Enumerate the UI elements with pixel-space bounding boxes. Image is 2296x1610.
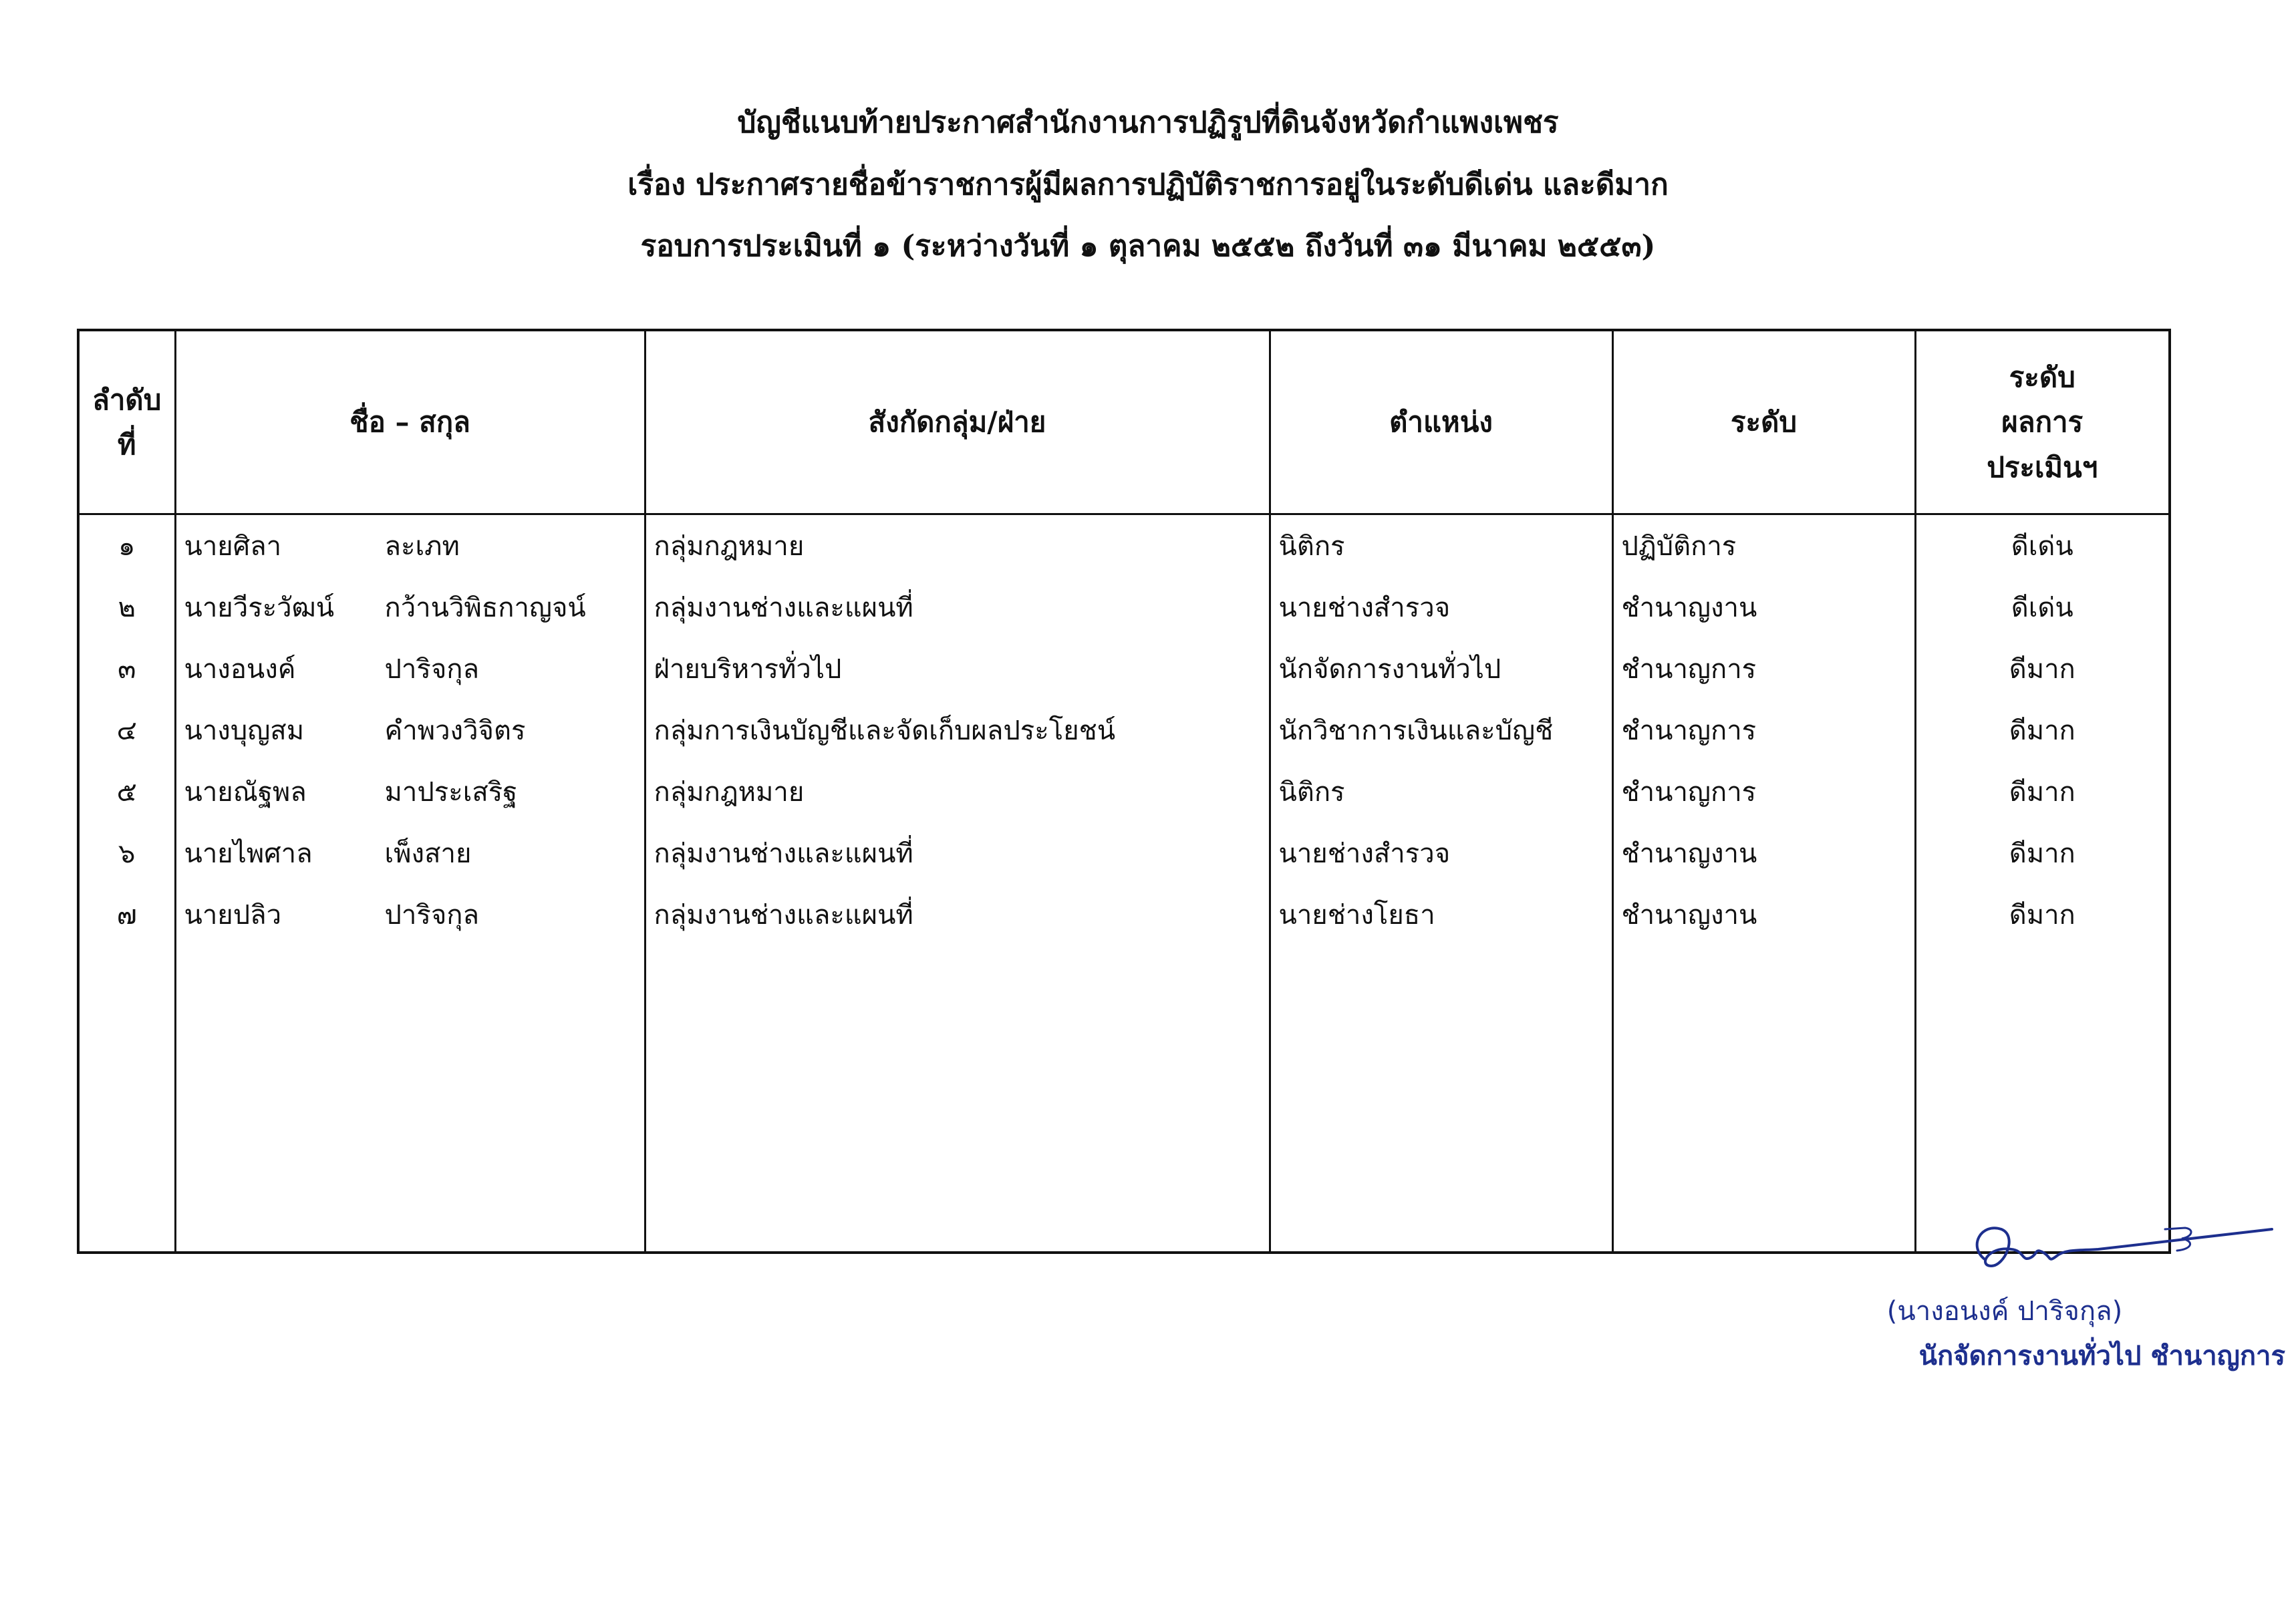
level: ชำนาญงาน [1612, 822, 1915, 884]
unit: กลุ่มงานช่างและแผนที่ [645, 884, 1270, 945]
level: ชำนาญการ [1612, 699, 1915, 761]
unit: กลุ่มกฎหมาย [645, 761, 1270, 822]
first-name: นายณัฐพล [184, 777, 307, 808]
result: ดีเด่น [1915, 577, 2170, 638]
row-number: ๖ [78, 822, 175, 884]
column-header-position: ตำแหน่ง [1270, 330, 1612, 514]
first-name: นายไพศาล [184, 838, 313, 869]
result: ดีมาก [1915, 638, 2170, 699]
full-name [175, 822, 645, 884]
table-row [78, 577, 2170, 638]
document-subject: เรื่อง ประกาศรายชื่อข้าราชการผู้มีผลการปฏิบัติราชการอยู่ในระดับดีเด่น และดีมาก [627, 168, 1669, 202]
full-name [175, 638, 645, 699]
unit: กลุ่มงานช่างและแผนที่ [645, 822, 1270, 884]
level: ชำนาญงาน [1612, 577, 1915, 638]
document-title: บัญชีแนบท้ายประกาศสำนักงานการปฏิรูปที่ดินจังหวัดกำแพงเพชร [737, 106, 1559, 140]
position: นิติกร [1270, 514, 1612, 577]
result: ดีมาก [1915, 699, 2170, 761]
column-header-result [1915, 330, 2170, 514]
row-number: ๔ [78, 699, 175, 761]
table-row [78, 884, 2170, 945]
row-number: ๕ [78, 761, 175, 822]
table-header-row [78, 330, 2170, 514]
column-header-no [78, 330, 175, 514]
last-name: เพ็งสาย [384, 838, 472, 869]
row-number: ๓ [78, 638, 175, 699]
row-number: ๑ [78, 514, 175, 577]
unit: ฝ่ายบริหารทั่วไป [645, 638, 1270, 699]
position: นายช่างสำรวจ [1270, 822, 1612, 884]
unit: กลุ่มการเงินบัญชีและจัดเก็บผลประโยชน์ [645, 699, 1270, 761]
first-name: นายศิลา [184, 531, 282, 562]
signature-stroke [1977, 1228, 2272, 1266]
unit: กลุ่มกฎหมาย [645, 514, 1270, 577]
empty-cell [1270, 945, 1612, 1253]
signatory-name: (นางอนงค์ ปาริจกุล) [1886, 1296, 2123, 1327]
full-name [175, 761, 645, 822]
column-header-level: ระดับ [1612, 330, 1915, 514]
position: นายช่างสำรวจ [1270, 577, 1612, 638]
table-row [78, 822, 2170, 884]
position: นิติกร [1270, 761, 1612, 822]
column-header-result-line2: ผลการ [2001, 406, 2084, 439]
result: ดีเด่น [1915, 514, 2170, 577]
position: นายช่างโยธา [1270, 884, 1612, 945]
last-name: ละเภท [384, 531, 460, 562]
full-name [175, 577, 645, 638]
column-header-result-line3: ประเมินฯ [1987, 450, 2098, 484]
position: นักวิชาการเงินและบัญชี [1270, 699, 1612, 761]
last-name: มาประเสริฐ [384, 777, 518, 808]
full-name [175, 514, 645, 577]
level: ชำนาญการ [1612, 638, 1915, 699]
column-header-result-line1: ระดับ [2009, 361, 2075, 394]
level: ปฏิบัติการ [1612, 514, 1915, 577]
column-header-name: ชื่อ – สกุล [175, 330, 645, 514]
handwritten-signature [1965, 1209, 2285, 1283]
first-name: นางบุญสม [184, 715, 305, 746]
column-header-no-line1: ลำดับ [92, 383, 162, 416]
last-name: ปาริจกุล [384, 654, 480, 685]
staff-table [77, 329, 2171, 1254]
column-header-no-line2: ที่ [117, 428, 136, 461]
result: ดีมาก [1915, 884, 2170, 945]
evaluation-period: รอบการประเมินที่ ๑ (ระหว่างวันที่ ๑ ตุลาคม ๒๕๕๒ ถึงวันที่ ๓๑ มีนาคม ๒๕๕๓) [640, 229, 1656, 263]
table-row [78, 699, 2170, 761]
result: ดีมาก [1915, 761, 2170, 822]
empty-cell [1915, 945, 2170, 1253]
last-name: ปาริจกุล [384, 900, 480, 931]
empty-cell [78, 945, 175, 1253]
table-row [78, 514, 2170, 577]
empty-cell [175, 945, 645, 1253]
last-name: กว้านวิพิธกาญจน์ [384, 593, 586, 623]
first-name: นายวีระวัฒน์ [184, 593, 335, 623]
full-name [175, 884, 645, 945]
result: ดีมาก [1915, 822, 2170, 884]
full-name [175, 699, 645, 761]
position: นักจัดการงานทั่วไป [1270, 638, 1612, 699]
table-row [78, 761, 2170, 822]
empty-cell [645, 945, 1270, 1253]
row-number: ๒ [78, 577, 175, 638]
unit: กลุ่มงานช่างและแผนที่ [645, 577, 1270, 638]
signatory-position: นักจัดการงานทั่วไป ชำนาญการ [1918, 1341, 2285, 1372]
table-empty-space [78, 945, 2170, 1253]
table-row [78, 638, 2170, 699]
level: ชำนาญงาน [1612, 884, 1915, 945]
empty-cell [1612, 945, 1915, 1253]
first-name: นางอนงค์ [184, 654, 296, 685]
first-name: นายปลิว [184, 900, 282, 931]
level: ชำนาญการ [1612, 761, 1915, 822]
row-number: ๗ [78, 884, 175, 945]
column-header-unit: สังกัดกลุ่ม/ฝ่าย [645, 330, 1270, 514]
last-name: คำพวงวิจิตร [384, 715, 526, 746]
